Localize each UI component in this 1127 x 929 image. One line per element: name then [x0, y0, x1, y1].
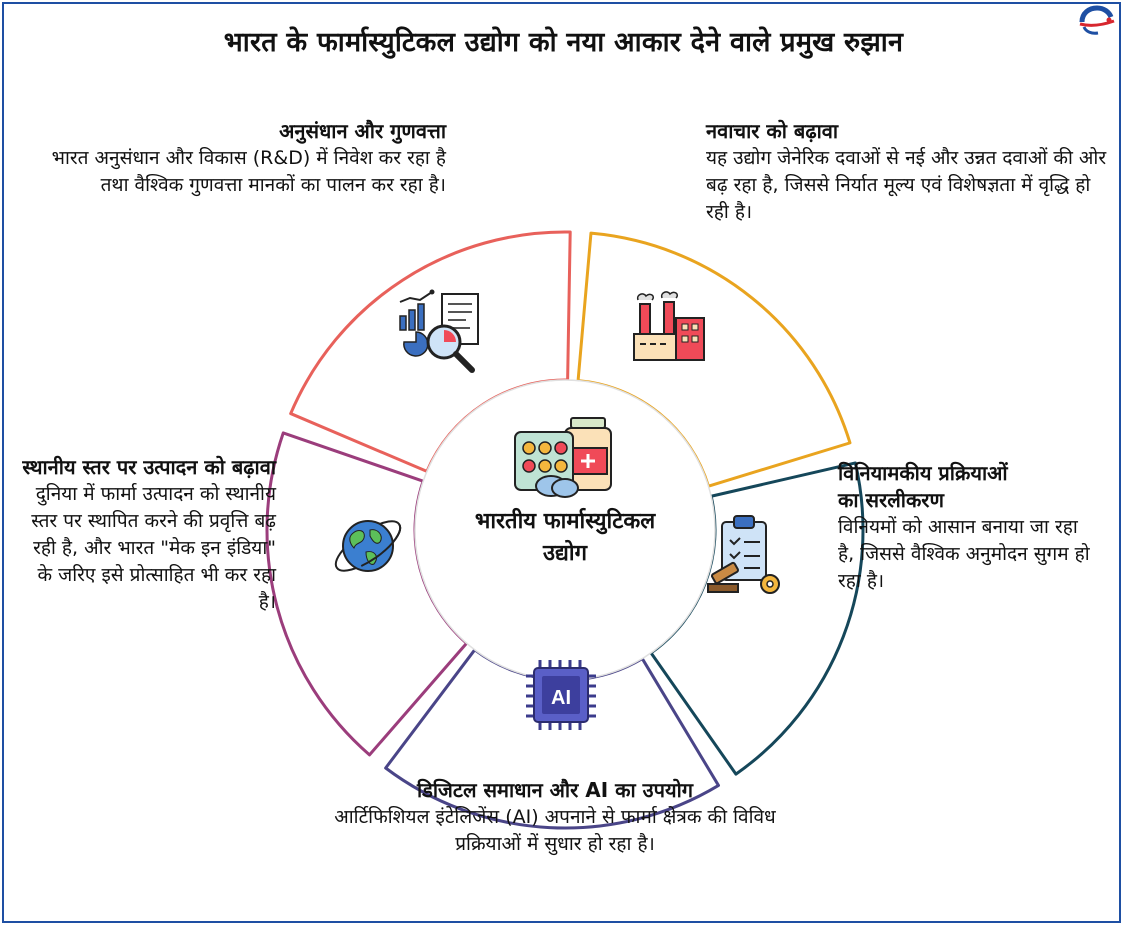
trend-heading: स्थानीय स्तर पर उत्पादन को बढ़ावा	[22, 455, 276, 479]
trend-research-quality	[40, 118, 446, 199]
trend-heading: डिजिटल समाधान और AI का उपयोग	[416, 778, 694, 802]
trend-description: भारत अनुसंधान और विकास (R&D) में निवेश कर रहा है तथा वैश्विक गुणवत्ता मानकों का पालन कर रहा है।	[51, 147, 446, 196]
center-label: भारतीय फार्मास्युटिकल उद्योग	[474, 509, 656, 566]
trend-description: विनियमों को आसान बनाया जा रहा है, जिससे वैश्विक अनुमोदन सुगम हो रहा है।	[838, 516, 1090, 592]
trend-description: दुनिया में फार्मा उत्पादन को स्थानीय स्तर पर स्थापित करने की प्रवृत्ति बढ़ रही है, और भारत "मेक इन इंडिया" के जरिए इसे प्रोत्साहित भी कर रहा है।	[31, 483, 276, 613]
trend-regulatory	[838, 460, 1108, 595]
page-title: भारत के फार्मास्युटिकल उद्योग को नया आकार देने वाले प्रमुख रुझान	[223, 27, 904, 58]
trend-description: आर्टिफिशियल इंटेलिजेंस (AI) अपनाने से फार्मा क्षेत्रक की विविध प्रक्रियाओं में सुधार हो रहा है।	[334, 806, 776, 855]
ai-chip-icon	[526, 660, 596, 730]
trend-heading: नवाचार को बढ़ावा	[706, 119, 839, 143]
ai-chip-text: AI	[551, 687, 571, 709]
trend-description: यह उद्योग जेनेरिक दवाओं से नई और उन्नत दवाओं की ओर बढ़ रहा है, जिससे निर्यात मूल्य एवं विशेषज्ञता में वृद्धि हो रही है।	[706, 147, 1107, 223]
trend-heading: अनुसंधान और गुणवत्ता	[279, 119, 446, 143]
trend-innovation	[706, 118, 1111, 226]
trend-digital-ai	[320, 777, 790, 858]
trend-local-production	[18, 454, 276, 616]
trend-heading: विनियामकीय प्रक्रियाओं का सरलीकरण	[838, 461, 1008, 512]
